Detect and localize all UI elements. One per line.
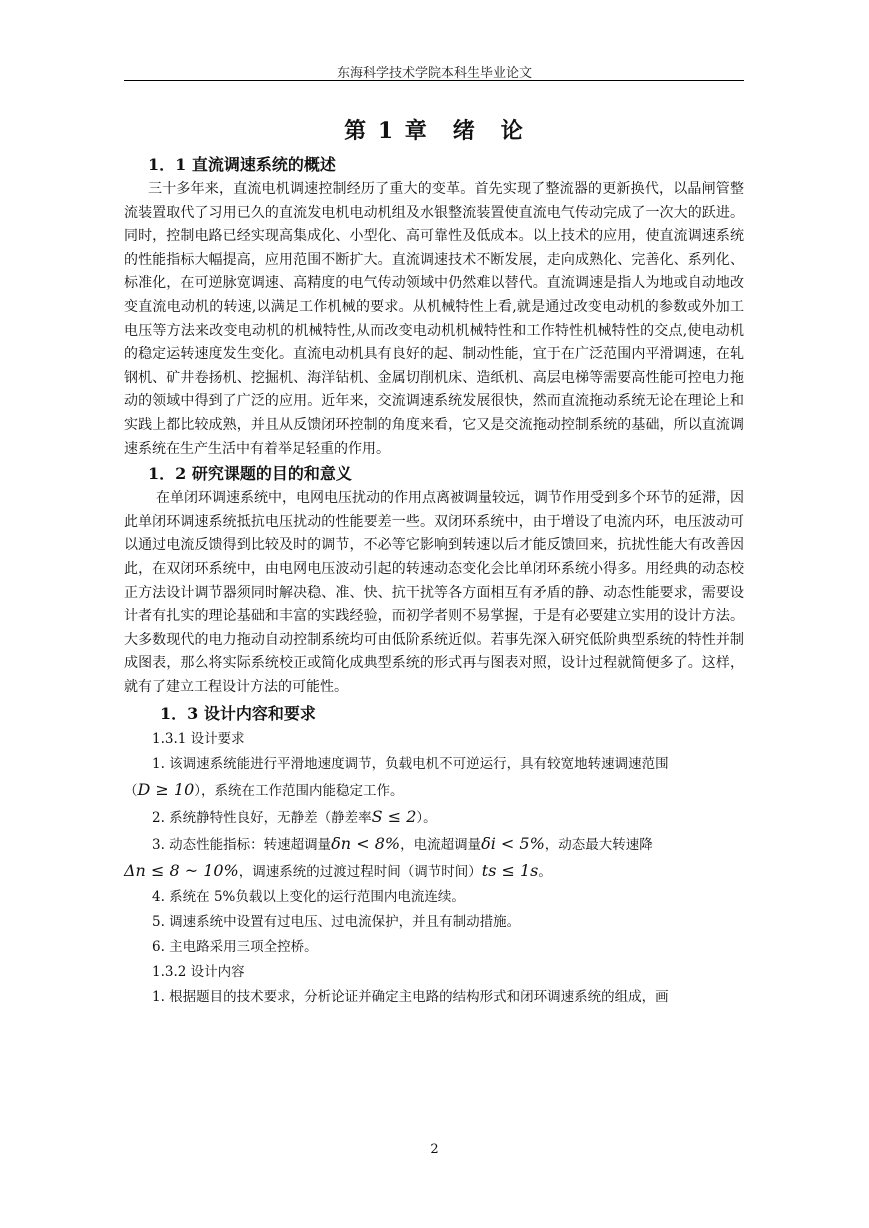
section-1-2-paragraph: 在单闭环调速系统中，电网电压扰动的作用点离被调量较远，调节作用受到多个环节的延滞，因此单闭环调速系统抵抗电压扰动的性能要差一些。双闭环系统中，由于增设了电流内环，电压波动可以通过电流反馈得到比较及时的调节，不必等它影响到转速以后才能反馈回来，抗扰性能大有改善因此，在双闭环系统中，由电网电压波动引起的转速动态变化会比单闭环系统小得多。用经典的动态校正方法设计调节器须同时解决稳、准、快、抗干扰等各方面相互有矛盾的静、动态性能要求，需要设计者有扎实的理论基础和丰富的实践经验，而初学者则不易掌握，于是有必要建立实用的设计方法。大多数现代的电力拖动自动控制系统均可由低阶系统近似。若事先深入研究低阶典型系统的特性并制成图表，那么将实际系统校正或简化成典型系统的形式再与图表对照，设计过程就简便多了。这样，就有了建立工程设计方法的可能性。 (124, 490, 744, 695)
req3-text1: 3. 动态性能指标：转速超调量 (152, 837, 332, 854)
requirement-1-line1: 1. 该调速系统能进行平滑地速度调节，负载电机不可逆运行，具有较宽地转速调速范围 (152, 756, 669, 773)
subsection-1-3-2: 1.3.2 设计内容 (152, 964, 245, 981)
requirement-2 (124, 804, 744, 831)
req2-close: ）。 (416, 810, 437, 827)
req1-close: ），系统在工作范围内能稳定工作。 (194, 783, 404, 800)
req3-text2: ，电流超调量 (400, 837, 482, 854)
requirement-3-line1 (124, 831, 744, 858)
req3-formula3: Δn ≤ 8 ~ 10% (124, 861, 239, 881)
req3-formula1: δn < 8% (331, 834, 401, 854)
requirement-3-line2 (124, 858, 744, 885)
section-1-1-paragraph: 三十多年来，直流电机调速控制经历了重大的变革。首先实现了整流器的更新换代，以晶闸管整流装置取代了习用已久的直流发电机电动机组及水银整流装置使直流电气传动完成了一次大的跃进。同时，控制电路已经实现高集成化、小型化、高可靠性及低成本。以上技术的应用，使直流调速系统的性能指标大幅提高，应用范围不断扩大。直流调速技术不断发展，走向成熟化、完善化、系列化、标准化，在可逆脉宽调速、高精度的电气传动领域中仍然难以替代。直流调速是指人为地或自动地改变直流电动机的转速,以满足工作机械的要求。从机械特性上看,就是通过改变电动机的参数或外加工电压等方法来改变电动机的机械特性,从而改变电动机机械特性和工作特性机械特性的交点,使电动机的稳定运转速度发生变化。直流电动机具有良好的起、制动性能，宜于在广泛范围内平滑调速，在轧钢机、矿井卷扬机、挖掘机、海洋钻机、金属切削机床、造纸机、高层电梯等需要高性能可控电力拖动的领域中得到了广泛的应用。近年来，交流调速系统发展很快，然而直流拖动系统无论在理论上和实践上都比较成熟，并且从反馈闭环控制的角度来看，它又是交流拖动控制系统的基础，所以直流调速系统在生产生活中有着举足轻重的作用。 (124, 181, 744, 457)
requirement-6: 6. 主电路采用三项全控桥。 (152, 939, 318, 956)
header-divider (124, 80, 744, 81)
req1-open: （ (124, 783, 138, 800)
requirement-5: 5. 调速系统中设置有过电压、过电流保护，并且有制动措施。 (152, 914, 521, 931)
req3-formula2: δi < 5% (481, 834, 545, 854)
section-heading-1-1: 1．1 直流调速系统的概述 (148, 155, 336, 174)
requirement-4: 4. 系统在 5%负载以上变化的运行范围内电流连续。 (152, 889, 465, 906)
subsection-1-3-1: 1.3.1 设计要求 (152, 731, 245, 748)
running-header: 东海科学技术学院本科生毕业论文 (336, 66, 532, 81)
page-number: 2 (430, 1142, 439, 1157)
req3-text3: ，动态最大转速降 (544, 837, 653, 854)
chapter-title: 第 1 章 绪 论 (344, 118, 525, 144)
req3-text4: ，调速系统的过渡过程时间（调节时间） (238, 864, 482, 881)
section-heading-1-3: 1．3 设计内容和要求 (160, 704, 316, 724)
req2-text: 2. 系统静特性良好，无静差（静差率 (152, 810, 372, 827)
page-body (124, 152, 744, 1010)
requirement-1-line2 (124, 777, 744, 804)
section-heading-1-2: 1．2 研究课题的目的和意义 (148, 464, 352, 484)
content-item-1: 1. 根据题目的技术要求，分析论证并确定主电路的结构形式和闭环调速系统的组成，画 (152, 989, 669, 1006)
req1-formula: D ≥ 10 (137, 780, 195, 800)
req2-formula: S ≤ 2 (371, 807, 417, 827)
req3-formula4: ts ≤ 1s (481, 861, 539, 881)
req3-text5: 。 (538, 864, 552, 881)
